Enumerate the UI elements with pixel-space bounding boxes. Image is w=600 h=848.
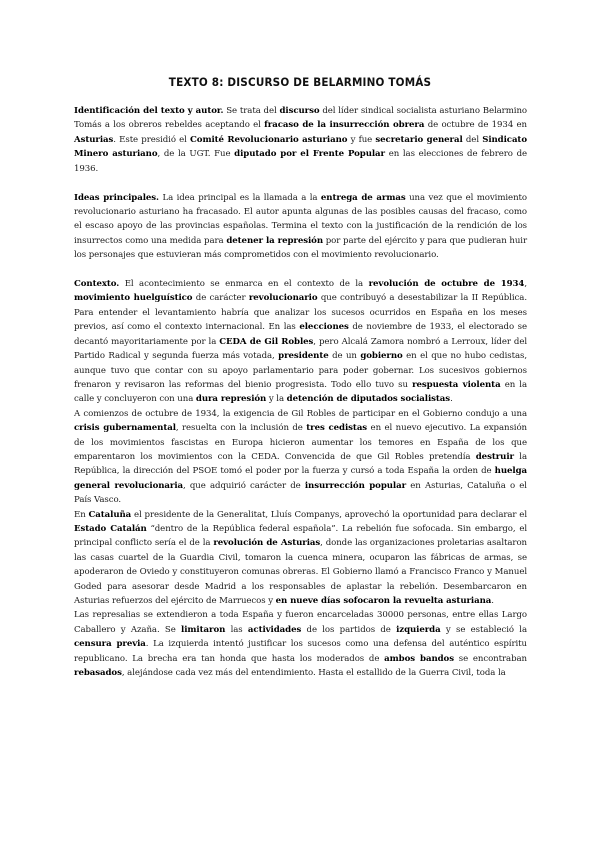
text-run: en Asturias, Cataluña o el País Vasco.	[74, 480, 527, 506]
text-run: del	[462, 134, 483, 145]
bold-run: Comité Revolucionario asturiano	[190, 134, 348, 145]
bold-run: destruir	[475, 451, 514, 462]
text-run: . Este presidió el	[113, 134, 191, 145]
bold-run: rebasados	[74, 668, 122, 679]
text-run: , de la UGT. Fue	[157, 149, 235, 160]
paragraph-contexto	[74, 277, 527, 407]
bold-run: en nueve días sofocaron la revuelta asturiana	[275, 596, 492, 606]
text-run: .	[450, 394, 453, 405]
bold-run: huelga general revolucionaria	[74, 466, 527, 491]
text-run: el presidente de la Generalitat, Lluís Companys, aprovechó la oportunidad para declarar el	[131, 509, 527, 520]
paragraph-ideas	[74, 191, 527, 263]
text-run: El acontecimiento se enmarca en el contexto de la	[119, 279, 369, 290]
paragraph-contexto-represalias	[74, 608, 527, 680]
text-run: en el nuevo ejecutivo. La expansión de los movimientos fascistas en Europa hicieron aumentar los temores en España de los que emparentaron los movimientos con la CEDA. Convencida de que Gil Robles pretendía	[74, 423, 527, 462]
bold-run: Asturias	[74, 134, 114, 145]
paragraph-identificacion	[74, 104, 527, 176]
bold-run: secretario general	[375, 134, 463, 145]
paragraph-contexto-cataluna	[74, 508, 527, 609]
bold-run: limitaron	[181, 624, 226, 635]
text-run: .	[491, 596, 494, 606]
bold-run: actividades	[247, 624, 302, 635]
text-run: , resuelta con la inclusión de	[175, 423, 307, 434]
text-run: del líder sindical socialista asturiano Belarmino Tomás a los obreros rebeldes aceptando el	[74, 106, 527, 131]
bold-run: Ideas principales.	[74, 192, 159, 203]
bold-run: insurrección popular	[304, 480, 407, 491]
bold-run: tres cedistas	[306, 423, 368, 434]
bold-run: censura previa	[74, 639, 146, 650]
text-run: que contribuyó a desestabilizar la II República. Para entender el levantamiento habría que analizar los sucesos ocurridos en España en los meses previos, así como el contexto internacional. En las	[74, 293, 527, 333]
bold-run: izquierda	[396, 624, 441, 635]
text-run: de los partidos de	[301, 624, 397, 635]
bold-run: discurso	[279, 106, 320, 116]
text-run: y la	[266, 394, 287, 405]
text-run: A comienzos de octubre de 1934, la exigencia de Gil Robles de participar en el Gobierno condujo a una	[74, 408, 527, 419]
paragraph-contexto-octubre	[74, 407, 527, 508]
bold-run: Cataluña	[88, 509, 132, 520]
bold-run: detener la represión	[226, 235, 323, 246]
text-run: y se estableció la	[440, 624, 527, 635]
text-run: la República, la dirección del PSOE tomó el poder por la fuerza y cursó a toda España la orden de	[74, 451, 528, 477]
text-run: ,	[524, 279, 527, 290]
text-run: “dentro de la República federal española”. La rebelión fue sofocada. Sin embargo, el principal conflicto sería el de la	[74, 523, 527, 549]
text-run: de carácter	[192, 293, 249, 304]
text-run: Se trata del	[223, 106, 280, 116]
bold-run: presidente	[278, 351, 329, 362]
text-run: de noviembre de 1933, el electorado se decantó mayoritariamente por la	[74, 322, 527, 347]
bold-run: respuesta violenta	[412, 379, 501, 390]
bold-run: detención de diputados socialistas	[286, 394, 451, 405]
text-run: en el que no hubo cedistas, aunque tuvo que contar con su apoyo parlamentario para poder gobernar. Los sucesivos gobiernos frenaron y revisaron las reformas del bienio progresista. Todo ello tuvo su	[74, 351, 527, 390]
text-run: en la calle y concluyeron con una	[74, 379, 528, 405]
text-run: de un	[328, 351, 361, 362]
text-run: y fue	[347, 134, 376, 145]
bold-run: Contexto.	[74, 279, 120, 290]
bold-run: gobierno	[360, 351, 403, 362]
bold-run: crisis gubernamental	[74, 423, 176, 434]
text-run: de octubre de 1934 en	[424, 120, 528, 131]
bold-run: Identificación del texto y autor.	[74, 106, 224, 116]
text-run: . La izquierda intentó justificar los sucesos como una defensa del auténtico espíritu republicano. La brecha era tan honda que hasta los moderados de	[74, 639, 527, 664]
text-run: Las represalias se extendieron a toda España y fueron encarceladas 30000 personas, entre ellas Largo Caballero y Azaña. Se	[74, 610, 527, 635]
bold-run: fracaso de la insurrección obrera	[264, 120, 425, 131]
text-run: en las elecciones de febrero de 1936.	[74, 149, 527, 174]
bold-run: CEDA de Gil Robles	[219, 336, 314, 347]
text-run: , que adquirió carácter de	[183, 480, 305, 491]
document-body	[74, 104, 527, 680]
bold-run: entrega de armas	[320, 192, 406, 203]
bold-run: revolución de Asturias	[213, 538, 321, 549]
bold-run: Sindicato Minero asturiano	[74, 134, 527, 160]
bold-run: Estado Catalán	[74, 523, 147, 534]
text-run: En	[74, 509, 89, 520]
bold-run: revolucionario	[248, 293, 318, 304]
text-run: se encontraban	[453, 653, 527, 664]
bold-run: movimiento huelguístico	[74, 293, 193, 304]
bold-run: diputado por el Frente Popular	[234, 149, 385, 160]
page-title: TEXTO 8: DISCURSO DE BELARMINO TOMÁS	[168, 75, 432, 89]
text-run: La idea principal es la llamada a la	[158, 192, 321, 203]
text-run: , donde las organizaciones proletarias asaltaron las casas cuartel de la Guardia Civil, tomaron la cuenca minera, ocuparon las fábricas de armas, se apoderaron de Oviedo y constituyeron comunas obreras. El Gobierno llamó a Francisco Franco y Manuel Goded para asesorar desde Madrid a los responsables de aplastar la rebelión. Desembarcaron en Asturias refuerzos del ejército de Marruecos y	[74, 538, 527, 606]
text-run: una vez que el movimiento revolucionario asturiano ha fracasado. El autor apunta algunas de las posibles causas del fracaso, como el escaso apoyo de las provincias españolas. Termina el texto con la justificación de la rendición de los insurrectos como una medida para	[74, 192, 527, 246]
bold-run: ambos bandos	[384, 653, 454, 664]
text-run: por parte del ejército y para que pudieran huir los personajes que estuvieran más comprometidos con el movimiento revolucionario.	[74, 235, 528, 261]
text-run: , pero Alcalá Zamora nombró a Lerroux, líder del Partido Radical y segunda fuerza más votada,	[74, 336, 527, 362]
text-run: las	[225, 624, 248, 635]
bold-run: elecciones	[299, 322, 349, 333]
bold-run: revolución de octubre de 1934	[368, 279, 525, 290]
bold-run: dura represión	[195, 394, 267, 405]
text-run: , alejándose cada vez más del entendimiento. Hasta el estallido de la Guerra Civil, toda la	[121, 668, 506, 679]
